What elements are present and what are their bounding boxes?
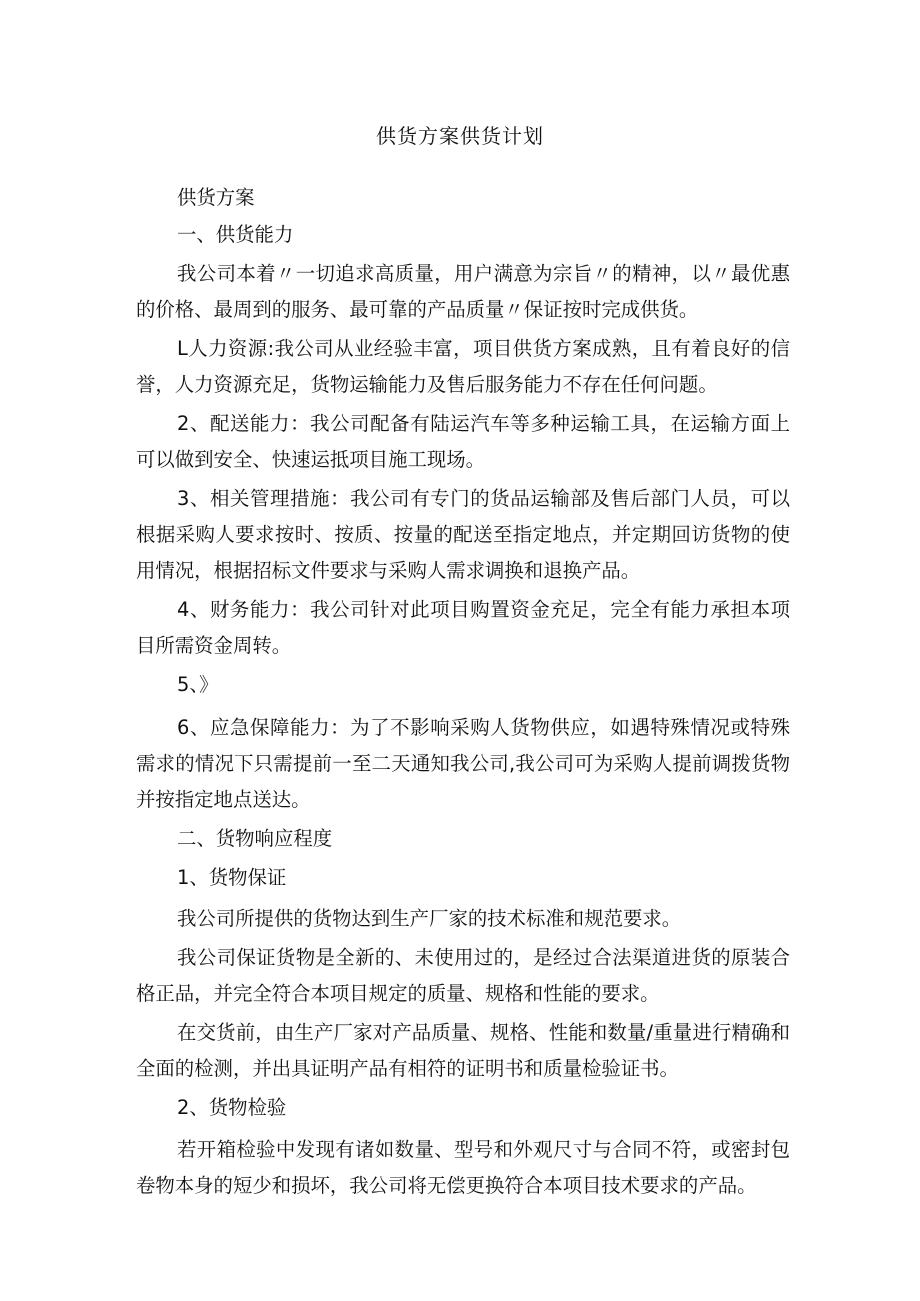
paragraph-technical-standards: 我公司所提供的货物达到生产厂家的技术标准和规范要求。	[177, 907, 682, 930]
heading-goods-response: 二、货物响应程度	[177, 827, 333, 850]
paragraph-new-genuine-goods: 我公司保证货物是全新的、未使用过的，是经过合法渠道进货的原装合格正品，并完全符合本项目规定的质量、规格和性能的要求。	[136, 946, 790, 1005]
paragraph-financial-capacity: 4、财务能力：我公司针对此项目购置资金充足，完全有能力承担本项目所需资金周转。	[136, 598, 790, 657]
paragraph-item-five: 5、》	[177, 673, 219, 696]
heading-goods-inspection: 2、货物检验	[177, 1096, 287, 1119]
paragraph-emergency-support: 6、应急保障能力：为了不影响采购人货物供应，如遇特殊情况或特殊需求的情况下只需提前一至二天通知我公司,我公司可为采购人提前调拨货物并按指定地点送达。	[136, 716, 790, 811]
paragraph-management-measures: 3、相关管理措施：我公司有专门的货品运输部及售后部门人员，可以根据采购人要求按时、按质、按量的配送至指定地点，并定期回访货物的使用情况，根据招标文件要求与采购人需求调换和退换产品。	[136, 487, 790, 582]
document-body	[136, 180, 790, 1204]
paragraph-pre-delivery-inspection: 在交货前，由生产厂家对产品质量、规格、性能和数量/重量进行精确和全面的检测，并出具证明产品有相符的证明书和质量检验证书。	[136, 1021, 790, 1080]
paragraph-unpacking-inspection: 若开箱检验中发现有诸如数量、型号和外观尺寸与合同不符，或密封包卷物本身的短少和损坏，我公司将无偿更换符合本项目技术要求的产品。	[136, 1138, 790, 1197]
paragraph-human-resources: L人力资源:我公司从业经验丰富，项目供货方案成熟，且有着良好的信誉，人力资源充足，货物运输能力及售后服务能力不存在任何问题。	[136, 337, 790, 396]
document-title: 供货方案供货计划	[376, 124, 544, 148]
paragraph-supply-plan: 供货方案	[177, 186, 255, 209]
heading-goods-guarantee: 1、货物保证	[177, 866, 287, 889]
heading-supply-capacity: 一、供货能力	[177, 223, 294, 246]
paragraph-delivery-capacity: 2、配送能力：我公司配备有陆运汽车等多种运输工具，在运输方面上可以做到安全、快速运抵项目施工现场。	[136, 412, 790, 471]
paragraph-company-commitment: 我公司本着〃一切追求高质量，用户满意为宗旨〃的精神，以〃最优惠的价格、最周到的服务、最可靠的产品质量〃保证按时完成供货。	[136, 262, 790, 321]
